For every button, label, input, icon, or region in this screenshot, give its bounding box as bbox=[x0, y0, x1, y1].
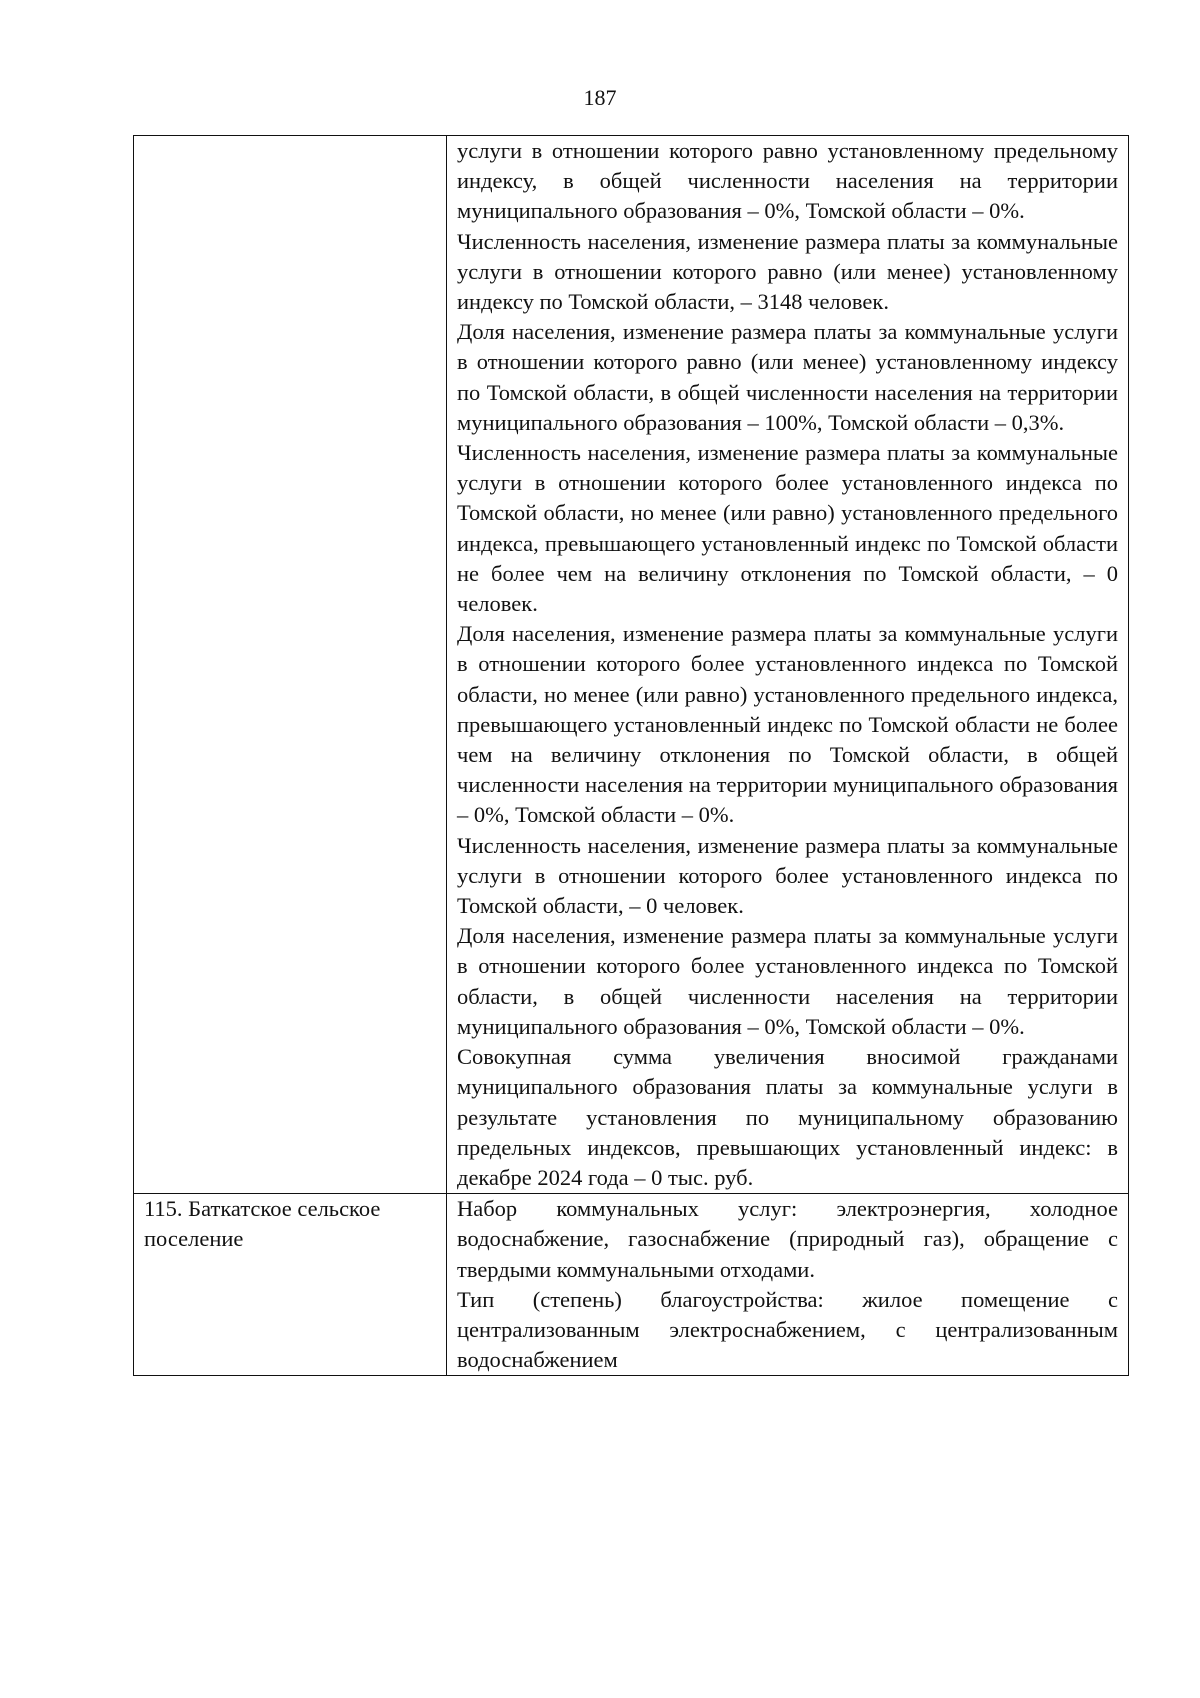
paragraph: Численность населения, изменение размера платы за коммунальные услуги в отношении которого более установленного индекса по Томской области, – 0 человек. bbox=[457, 832, 1118, 919]
table-row bbox=[134, 136, 1129, 1194]
paragraph: Численность населения, изменение размера платы за коммунальные услуги в отношении которого более установленного индекса по Томской области, но менее (или равно) установленного предельного индекса, превышающего установленный индекс по Томской области не более чем на величину отклонения по Томской области, – 0 человек. bbox=[457, 440, 1118, 617]
paragraph: Численность населения, изменение размера платы за коммунальные услуги в отношении которого равно (или менее) установленному индексу по Томской области, – 3148 человек. bbox=[457, 228, 1118, 315]
municipality-cell: 115. Баткатское сельское поселение bbox=[134, 1194, 447, 1376]
paragraph: Доля населения, изменение размера платы за коммунальные услуги в отношении которого более установленного индекса по Томской области, в общей численности населения на территории муниципального образования – 0%, Томской области – 0%. bbox=[457, 923, 1118, 1039]
description-cell bbox=[447, 136, 1129, 1194]
paragraph: Доля населения, изменение размера платы за коммунальные услуги в отношении которого более установленного индекса по Томской области, но менее (или равно) установленного предельного индекса, превышающего установленный индекс по Томской области не более чем на величину отклонения по Томской области, в общей численности населения на территории муниципального образования – 0%, Томской области – 0%. bbox=[457, 621, 1118, 828]
document-table bbox=[133, 135, 1129, 1376]
table-row bbox=[134, 1194, 1129, 1376]
municipality-cell bbox=[134, 136, 447, 1194]
paragraph: Набор коммунальных услуг: электроэнергия, холодное водоснабжение, газоснабжение (природный газ), обращение с твердыми коммунальными отходами. bbox=[457, 1196, 1118, 1282]
page-number: 187 bbox=[583, 85, 617, 110]
paragraph: Тип (степень) благоустройства: жилое помещение с централизованным электроснабжением, с централизованным водоснабжением bbox=[457, 1286, 1118, 1373]
paragraph: Совокупная сумма увеличения вносимой гражданами муниципального образования платы за коммунальные услуги в результате установления по муниципальному образованию предельных индексов, превышающих установленный индекс: в декабре 2024 года – 0 тыс. руб. bbox=[457, 1044, 1118, 1190]
paragraph: услуги в отношении которого равно установленному предельному индексу, в общей численности населения на территории муниципального образования – 0%, Томской области – 0%. bbox=[457, 138, 1118, 224]
paragraph: Доля населения, изменение размера платы за коммунальные услуги в отношении которого равно (или менее) установленному индексу по Томской области, в общей численности населения на территории муниципального образования – 100%, Томской области – 0,3%. bbox=[457, 319, 1118, 435]
description-cell bbox=[447, 1194, 1129, 1376]
